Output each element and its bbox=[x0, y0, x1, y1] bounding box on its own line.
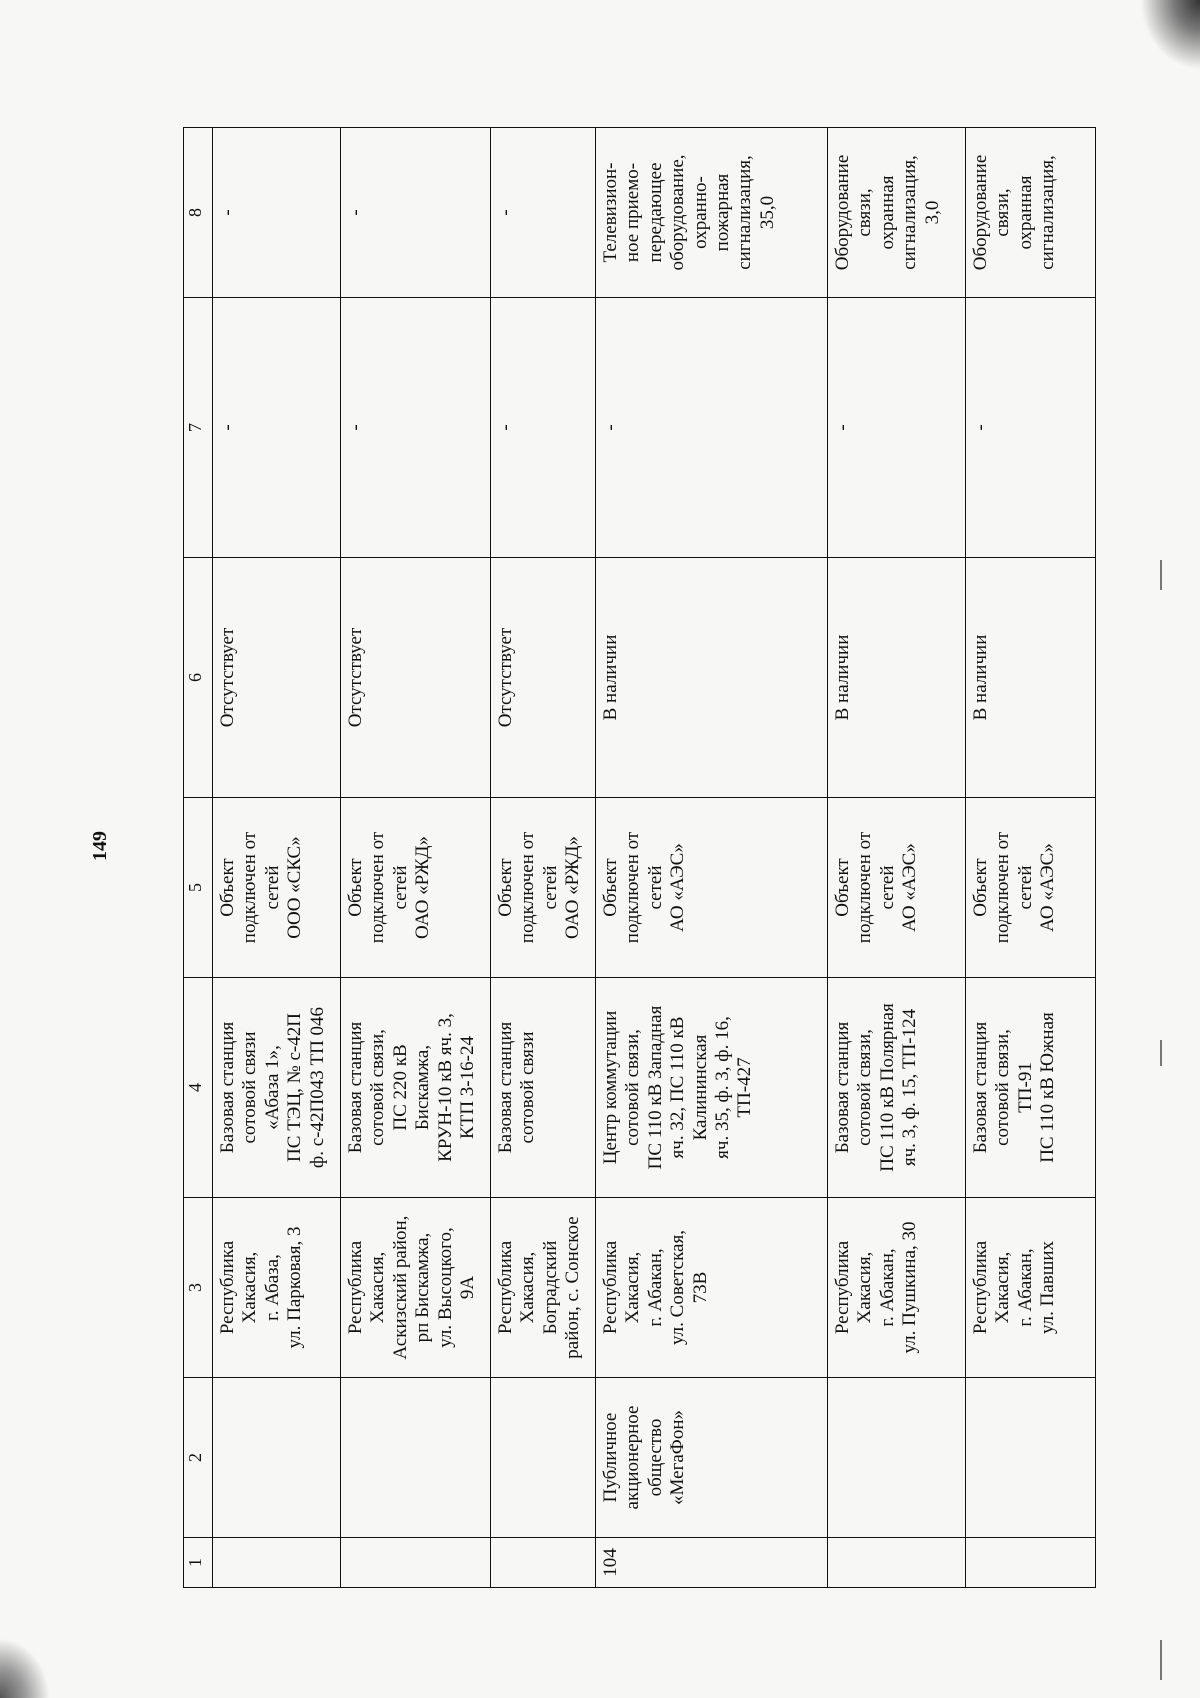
cell-text-line: ПС 110 кВ Полярная bbox=[876, 1003, 898, 1172]
equipment-cell bbox=[213, 128, 341, 298]
cell-text-line: ул. Высоцкого, bbox=[434, 1227, 456, 1348]
row-number-cell bbox=[828, 1538, 966, 1588]
address-cell bbox=[341, 1198, 491, 1378]
column-7-cell: - bbox=[491, 298, 596, 558]
cell-text-line: сетей bbox=[644, 865, 666, 910]
cell-text-line: Республика bbox=[832, 1240, 853, 1335]
equipment-cell bbox=[491, 128, 596, 298]
header-cell: 8 bbox=[184, 128, 213, 298]
cell-text-line: «Абаза 1», bbox=[261, 1045, 283, 1130]
cell-text-line: ф. с-42П043 ТП 046 bbox=[306, 1006, 328, 1169]
cell-text-line: ООО «СКС» bbox=[284, 836, 306, 939]
cell-text-line: Республика bbox=[495, 1240, 516, 1335]
cell-text-line: Хакасия, bbox=[854, 1251, 876, 1324]
row-number-cell bbox=[213, 1538, 341, 1588]
cell-text-line: Базовая станция bbox=[832, 1021, 853, 1154]
connection-cell bbox=[966, 798, 1096, 978]
cell-text-line: сотовой связи, bbox=[622, 1029, 644, 1146]
cell-text-line: ул. Советская, bbox=[667, 1230, 689, 1345]
equipment-cell bbox=[341, 128, 491, 298]
cell-text-line: Республика bbox=[345, 1240, 366, 1335]
cell-text-line: Республика bbox=[600, 1240, 621, 1335]
column-7-cell: - bbox=[828, 298, 966, 558]
cell-text-line: сетей bbox=[876, 865, 898, 910]
organization-cell bbox=[828, 1378, 966, 1538]
cell-text-line: Хакасия, bbox=[239, 1251, 261, 1324]
table-row bbox=[828, 128, 966, 1588]
address-cell bbox=[596, 1198, 828, 1378]
availability-cell: В наличии bbox=[828, 558, 966, 798]
cell-text-line: подключен от bbox=[367, 831, 389, 944]
cell-text-line: Телевизион- bbox=[600, 162, 621, 263]
scan-mark bbox=[1160, 1040, 1162, 1066]
connection-cell bbox=[828, 798, 966, 978]
cell-text-line: Хакасия, bbox=[517, 1251, 539, 1324]
cell-text-line: ОАО «РЖД» bbox=[562, 836, 584, 939]
cell-text-line: ПС ТЭЦ, № с-42П bbox=[284, 1013, 306, 1162]
cell-text-line: охранная bbox=[1014, 175, 1036, 250]
register-table bbox=[183, 127, 1096, 1588]
availability-cell: Отсутствует bbox=[341, 558, 491, 798]
cell-text-line: Базовая станция bbox=[345, 1021, 366, 1154]
availability-cell: Отсутствует bbox=[213, 558, 341, 798]
address-cell bbox=[213, 1198, 341, 1378]
scan-edge-shadow bbox=[1140, 0, 1200, 70]
cell-text-line: сетей bbox=[1014, 865, 1036, 910]
row-number-cell bbox=[966, 1538, 1096, 1588]
scan-mark bbox=[1160, 1640, 1162, 1680]
cell-text-line: оборудование, bbox=[667, 154, 689, 271]
cell-text-line: Республика bbox=[970, 1240, 991, 1335]
scan-corner-shadow bbox=[0, 1638, 50, 1698]
facility-cell bbox=[213, 978, 341, 1198]
cell-text-line: ТП-427 bbox=[734, 1057, 756, 1118]
cell-text-line: Хакасия, bbox=[367, 1251, 389, 1324]
table-row bbox=[596, 128, 828, 1588]
cell-text-line: подключен от bbox=[622, 831, 644, 944]
facility-cell bbox=[596, 978, 828, 1198]
cell-text-line: общество «МегаФон» bbox=[644, 1410, 689, 1505]
cell-text-line: яч. 35, ф. 3, ф. 16, bbox=[712, 1016, 734, 1159]
cell-text-line: сетей bbox=[261, 865, 283, 910]
cell-text-line: сигнализация, bbox=[1037, 155, 1059, 270]
cell-text-line: Калининская bbox=[689, 1034, 711, 1141]
column-7-cell: - bbox=[596, 298, 828, 558]
cell-text-line: сетей bbox=[389, 865, 411, 910]
cell-text-line: охранная bbox=[876, 175, 898, 250]
cell-text-line: ул. Павших bbox=[1037, 1240, 1059, 1335]
scan-mark bbox=[1160, 560, 1162, 590]
header-cell: 2 bbox=[184, 1378, 213, 1538]
equipment-cell bbox=[828, 128, 966, 298]
availability-cell: Отсутствует bbox=[491, 558, 596, 798]
cell-text-line: Объект bbox=[832, 858, 853, 917]
cell-text-line: яч. 3, ф. 15, ТП-124 bbox=[899, 1008, 921, 1167]
cell-text-line: ул. Пушкина, 30 bbox=[899, 1221, 921, 1354]
address-cell bbox=[966, 1198, 1096, 1378]
cell-text-line: Республика bbox=[217, 1240, 238, 1335]
table-row bbox=[341, 128, 491, 1588]
column-7-cell: - bbox=[213, 298, 341, 558]
cell-text-line: сотовой связи, bbox=[367, 1029, 389, 1146]
cell-text-line: сотовой связи, bbox=[992, 1029, 1014, 1146]
cell-text-line: ТП-91 bbox=[1014, 1062, 1036, 1113]
header-cell: 7 bbox=[184, 298, 213, 558]
cell-text-line: сетей bbox=[539, 865, 561, 910]
connection-cell bbox=[341, 798, 491, 978]
cell-text-line: 73В bbox=[689, 1271, 711, 1304]
cell-text-line: ОАО «РЖД» bbox=[412, 836, 434, 939]
row-number-cell bbox=[491, 1538, 596, 1588]
row-number-cell: 104 bbox=[596, 1538, 828, 1588]
connection-cell bbox=[213, 798, 341, 978]
cell-text-line: Объект bbox=[217, 858, 238, 917]
cell-text-line: подключен от bbox=[517, 831, 539, 944]
organization-cell bbox=[966, 1378, 1096, 1538]
cell-text-line: связи, bbox=[992, 188, 1014, 237]
cell-text-line: Объект bbox=[495, 858, 516, 917]
cell-text-line: акционерное bbox=[622, 1405, 644, 1510]
header-cell: 3 bbox=[184, 1198, 213, 1378]
table-sheet bbox=[183, 128, 1093, 1588]
row-number-cell bbox=[341, 1538, 491, 1588]
cell-text-line: рп Бискамжа, bbox=[412, 1232, 434, 1343]
cell-text-line: Хакасия, bbox=[992, 1251, 1014, 1324]
facility-cell bbox=[966, 978, 1096, 1198]
cell-text-line: Базовая станция bbox=[495, 1021, 516, 1154]
cell-text-line: Объект bbox=[970, 858, 991, 917]
organization-cell bbox=[341, 1378, 491, 1538]
cell-text-line: связи, bbox=[854, 188, 876, 237]
cell-text-line: 3,0 bbox=[921, 200, 943, 225]
header-row bbox=[184, 128, 213, 1588]
address-cell bbox=[828, 1198, 966, 1378]
cell-text-line: АО «АЭС» bbox=[667, 843, 689, 932]
organization-cell bbox=[491, 1378, 596, 1538]
equipment-cell bbox=[596, 128, 828, 298]
cell-text-line: охранно- bbox=[689, 176, 711, 249]
cell-text-line: сотовой связи bbox=[239, 1031, 261, 1144]
connection-cell bbox=[596, 798, 828, 978]
cell-text-line: г. Абакан, bbox=[1014, 1248, 1036, 1327]
cell-text-line: передающее bbox=[644, 162, 666, 263]
cell-text-line: - bbox=[217, 209, 238, 216]
cell-text-line: Хакасия, bbox=[622, 1251, 644, 1324]
header-cell: 5 bbox=[184, 798, 213, 978]
cell-text-line: яч. 32, ПС 110 кВ bbox=[667, 1016, 689, 1159]
cell-text-line: подключен от bbox=[854, 831, 876, 944]
cell-text-line: Центр коммутации bbox=[600, 1010, 621, 1165]
column-7-cell: - bbox=[966, 298, 1096, 558]
header-cell: 1 bbox=[184, 1538, 213, 1588]
cell-text-line: сигнализация, bbox=[899, 155, 921, 270]
cell-text-line: ул. Парковая, 3 bbox=[284, 1226, 306, 1349]
cell-text-line: подключен от bbox=[239, 831, 261, 944]
connection-cell bbox=[491, 798, 596, 978]
cell-text-line: - bbox=[495, 209, 516, 216]
table-row bbox=[213, 128, 341, 1588]
cell-text-line: Аскизский район, bbox=[389, 1215, 411, 1360]
cell-text-line: ПС 220 кВ bbox=[389, 1044, 411, 1131]
table-wrapper bbox=[183, 128, 1093, 1588]
table-row bbox=[966, 128, 1096, 1588]
cell-text-line: сотовой связи bbox=[517, 1031, 539, 1144]
cell-text-line: Объект bbox=[600, 858, 621, 917]
organization-cell bbox=[596, 1378, 828, 1538]
cell-text-line: г. Абакан, bbox=[876, 1248, 898, 1327]
cell-text-line: 35,0 bbox=[756, 195, 778, 230]
cell-text-line: ПС 110 кВ Южная bbox=[1037, 1012, 1059, 1163]
cell-text-line: подключен от bbox=[992, 831, 1014, 944]
facility-cell bbox=[828, 978, 966, 1198]
cell-text-line: район, с. Сонское bbox=[562, 1216, 584, 1359]
organization-cell bbox=[213, 1378, 341, 1538]
header-cell: 6 bbox=[184, 558, 213, 798]
cell-text-line: - bbox=[345, 209, 366, 216]
cell-text-line: 9А bbox=[457, 1275, 479, 1300]
cell-text-line: Базовая станция bbox=[217, 1021, 238, 1154]
cell-text-line: КТП 3-16-24 bbox=[457, 1036, 479, 1139]
availability-cell: В наличии bbox=[966, 558, 1096, 798]
cell-text-line: ПС 110 кВ Западная bbox=[644, 1005, 666, 1170]
cell-text-line: г. Абаза, bbox=[261, 1254, 283, 1321]
cell-text-line: Публичное bbox=[600, 1412, 621, 1503]
cell-text-line: АО «АЭС» bbox=[899, 843, 921, 932]
availability-cell: В наличии bbox=[596, 558, 828, 798]
facility-cell bbox=[491, 978, 596, 1198]
header-cell: 4 bbox=[184, 978, 213, 1198]
facility-cell bbox=[341, 978, 491, 1198]
column-7-cell: - bbox=[341, 298, 491, 558]
table-row bbox=[491, 128, 596, 1588]
cell-text-line: Базовая станция bbox=[970, 1021, 991, 1154]
cell-text-line: Оборудование bbox=[832, 154, 853, 271]
page-number: 149 bbox=[89, 831, 111, 861]
cell-text-line: сигнализация, bbox=[734, 155, 756, 270]
cell-text-line: АО «АЭС» bbox=[1037, 843, 1059, 932]
cell-text-line: пожарная bbox=[712, 173, 734, 252]
cell-text-line: ное приемо- bbox=[622, 162, 644, 263]
cell-text-line: Бискамжа, bbox=[412, 1044, 434, 1131]
cell-text-line: г. Абакан, bbox=[644, 1248, 666, 1327]
cell-text-line: Боградский bbox=[539, 1240, 561, 1335]
cell-text-line: сотовой связи, bbox=[854, 1029, 876, 1146]
cell-text-line: Оборудование bbox=[970, 154, 991, 271]
cell-text-line: Объект bbox=[345, 858, 366, 917]
equipment-cell bbox=[966, 128, 1096, 298]
cell-text-line: КРУН-10 кВ яч. 3, bbox=[434, 1013, 456, 1162]
address-cell bbox=[491, 1198, 596, 1378]
